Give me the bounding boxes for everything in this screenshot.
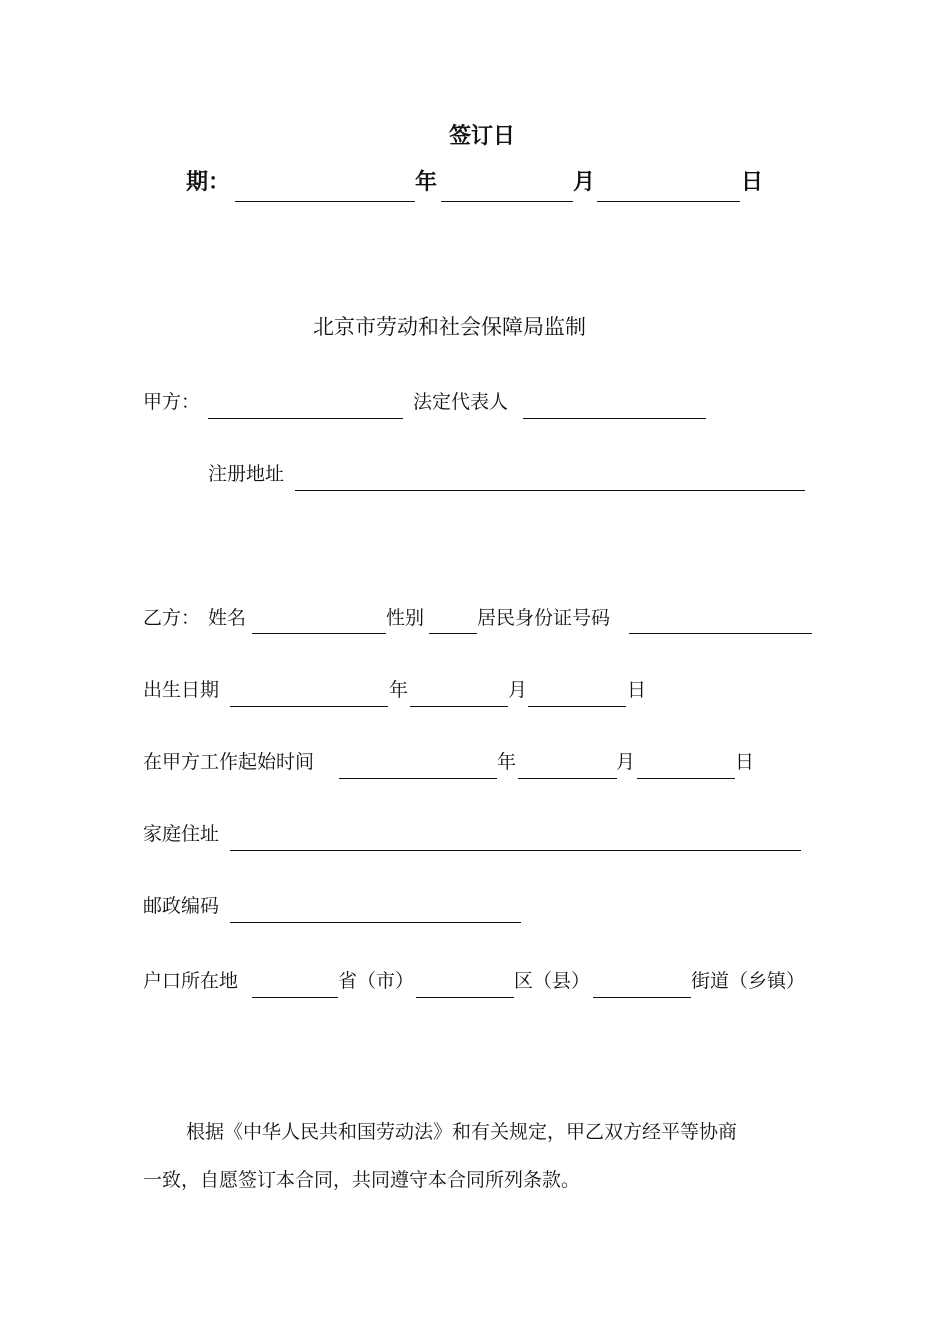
home-address-label: 家庭住址 (143, 823, 220, 845)
birth-month-label: 月 (508, 679, 528, 701)
birth-date-label: 出生日期 (143, 679, 220, 701)
sign-day-label: 日 (741, 170, 764, 195)
gender-blank[interactable] (429, 633, 477, 634)
work-start-month-label: 月 (616, 751, 636, 773)
hukou-street-blank[interactable] (593, 997, 691, 998)
work-start-day-blank[interactable] (637, 778, 735, 779)
sign-year-label: 年 (415, 170, 438, 195)
birth-day-label: 日 (627, 679, 647, 701)
work-start-month-blank[interactable] (518, 778, 617, 779)
name-label: 姓名 (208, 607, 247, 629)
birth-day-blank[interactable] (528, 706, 626, 707)
registered-address-blank[interactable] (295, 490, 805, 491)
birth-year-blank[interactable] (230, 706, 388, 707)
hukou-district-blank[interactable] (416, 997, 514, 998)
sign-month-label: 月 (573, 170, 596, 195)
name-blank[interactable] (252, 633, 386, 634)
sign-month-blank[interactable] (441, 201, 573, 202)
party-b-label: 乙方： (143, 607, 201, 629)
work-start-year-label: 年 (497, 751, 517, 773)
supervisor-text: 北京市劳动和社会保障局监制 (313, 315, 586, 339)
birth-month-blank[interactable] (410, 706, 508, 707)
sign-date-title: 签订日 (449, 124, 516, 149)
sign-date-qi-label: 期： (186, 170, 231, 195)
postcode-label: 邮政编码 (143, 895, 220, 917)
work-start-day-label: 日 (735, 751, 755, 773)
gender-label: 性别 (386, 607, 425, 629)
work-start-year-blank[interactable] (339, 778, 497, 779)
province-label: 省（市） (338, 970, 415, 992)
birth-year-label: 年 (389, 679, 409, 701)
party-a-label: 甲方： (143, 391, 201, 413)
party-a-name-blank[interactable] (208, 418, 403, 419)
sign-year-blank[interactable] (235, 201, 415, 202)
postcode-blank[interactable] (230, 922, 521, 923)
preamble-line-1: 根据《中华人民共和国劳动法》和有关规定，甲乙双方经平等协商 (186, 1121, 738, 1143)
legal-rep-label: 法定代表人 (413, 391, 509, 413)
id-number-blank[interactable] (629, 633, 812, 634)
hukou-province-blank[interactable] (252, 997, 338, 998)
registered-address-label: 注册地址 (208, 463, 285, 485)
preamble-line-2: 一致，自愿签订本合同，共同遵守本合同所列条款。 (143, 1169, 581, 1191)
work-start-label: 在甲方工作起始时间 (143, 751, 315, 773)
hukou-label: 户口所在地 (143, 970, 239, 992)
legal-rep-blank[interactable] (523, 418, 706, 419)
sign-day-blank[interactable] (597, 201, 740, 202)
home-address-blank[interactable] (230, 850, 801, 851)
id-number-label: 居民身份证号码 (477, 607, 611, 629)
district-label: 区（县） (514, 970, 591, 992)
street-label: 街道（乡镇） (691, 970, 806, 992)
